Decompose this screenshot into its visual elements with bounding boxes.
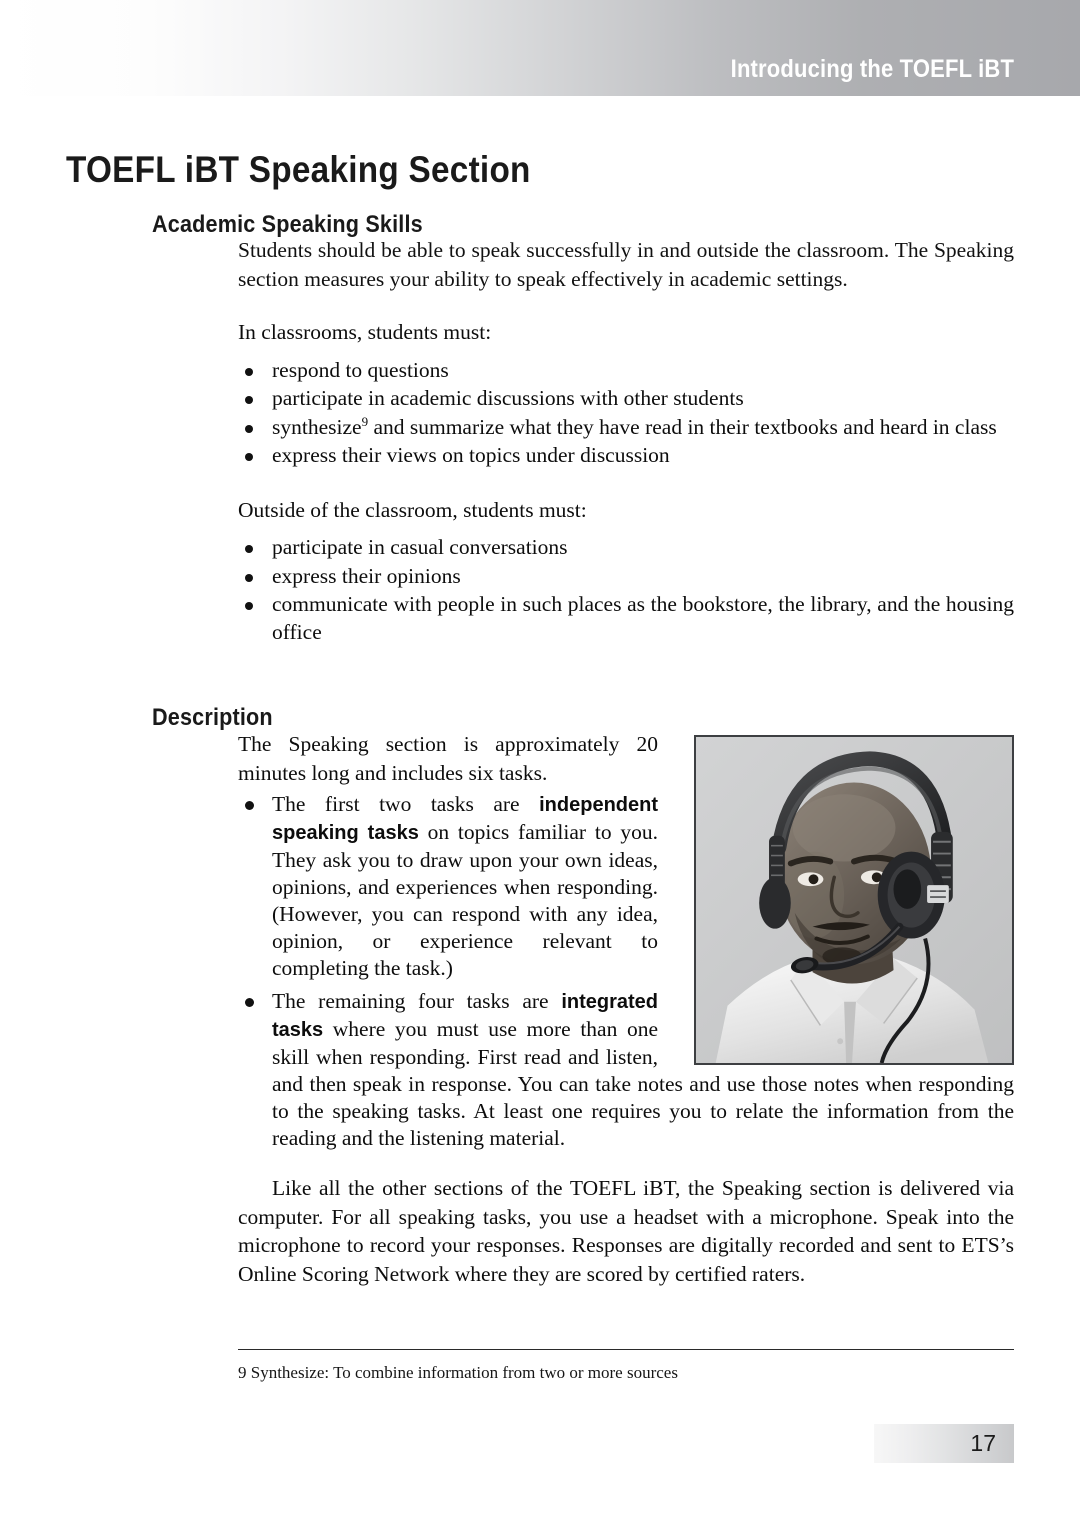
list-item-text: express their opinions	[272, 563, 461, 588]
academic-speaking-skills-content	[238, 236, 1014, 647]
list-item-text-continued: on topics familiar to you. They ask you to draw upon your own ideas, opinions, and experiences when responding. (However, you can respond with any idea, opinion, or experience relevant to completing the task.)	[272, 820, 658, 980]
list-item	[238, 591, 1014, 646]
list-item-text-continued: where you must use more than one skill when responding. First read and listen, and then speak in response. You can take notes and use those notes when responding to the speaking tasks. At least one requires you to relate the information from the reading and the listening material.	[272, 1017, 1014, 1150]
list-item-text: The remaining four tasks are	[272, 989, 562, 1013]
spacer	[238, 524, 1014, 534]
list-item-text: participate in academic discussions with other students	[272, 386, 744, 410]
list-item	[238, 791, 1014, 982]
list-item	[238, 563, 1014, 591]
list-item-text: synthesize	[272, 414, 362, 439]
list-item-text: communicate with people in such places as the bookstore, the library, and the housing office	[272, 592, 1014, 644]
spacer	[238, 347, 1014, 357]
page-number-box	[874, 1424, 1014, 1463]
list-item-text: The first two tasks are	[272, 792, 540, 816]
emphasis-independent-speaking-tasks: independent speaking tasks	[272, 794, 658, 844]
footnote-text: 9 Synthesize: To combine information from two or more sources	[238, 1363, 678, 1382]
footnote-separator-rule	[238, 1349, 1014, 1350]
classroom-requirements-list	[238, 357, 1014, 470]
page-title: TOEFL iBT Speaking Section	[66, 148, 531, 190]
emphasis-integrated-tasks: integrated tasks	[272, 991, 658, 1041]
list-item-text-continued: and summarize what they have read in their textbooks and heard in class	[368, 414, 997, 439]
footnote-marker: 9	[361, 413, 369, 429]
classroom-lead-in: In classrooms, students must:	[238, 320, 492, 344]
page-number: 17	[970, 1430, 996, 1456]
list-item	[238, 357, 1014, 385]
list-item	[238, 414, 1014, 442]
list-item	[238, 442, 1014, 470]
spacer	[238, 293, 1014, 318]
description-first-paragraph: The Speaking section is approximately 20 minutes long and includes six tasks.	[238, 732, 658, 785]
section-heading-academic-speaking-skills: Academic Speaking Skills	[152, 210, 423, 238]
list-item	[238, 385, 1014, 413]
list-item-text: participate in casual conversations	[272, 535, 568, 559]
outside-classroom-lead-in: Outside of the classroom, students must:	[238, 497, 587, 522]
list-item	[238, 988, 1014, 1152]
description-closing-paragraph: Like all the other sections of the TOEFL iBT, the Speaking section is delivered via computer. For all speaking tasks, you use a headset with a microphone. Speak into the microphone to record your responses. Responses are digitally recorded and sent to ETS’s Online Scoring Network where they are scored by certified raters.	[238, 1176, 1014, 1286]
description-content	[238, 730, 1014, 1288]
outside-classroom-requirements-list	[238, 534, 1014, 646]
skills-intro-paragraph: Students should be able to speak successfully in and outside the classroom. The Speaking section measures your ability to speak effectively in academic settings.	[238, 238, 1014, 291]
running-header-title: Introducing the TOEFL iBT	[730, 55, 1014, 83]
list-item	[238, 534, 1014, 562]
list-item-text: express their views on topics under discussion	[272, 443, 670, 467]
description-task-list	[238, 791, 1014, 1152]
section-heading-description: Description	[152, 703, 273, 731]
list-item-text: respond to questions	[272, 357, 449, 382]
spacer	[238, 471, 1014, 496]
